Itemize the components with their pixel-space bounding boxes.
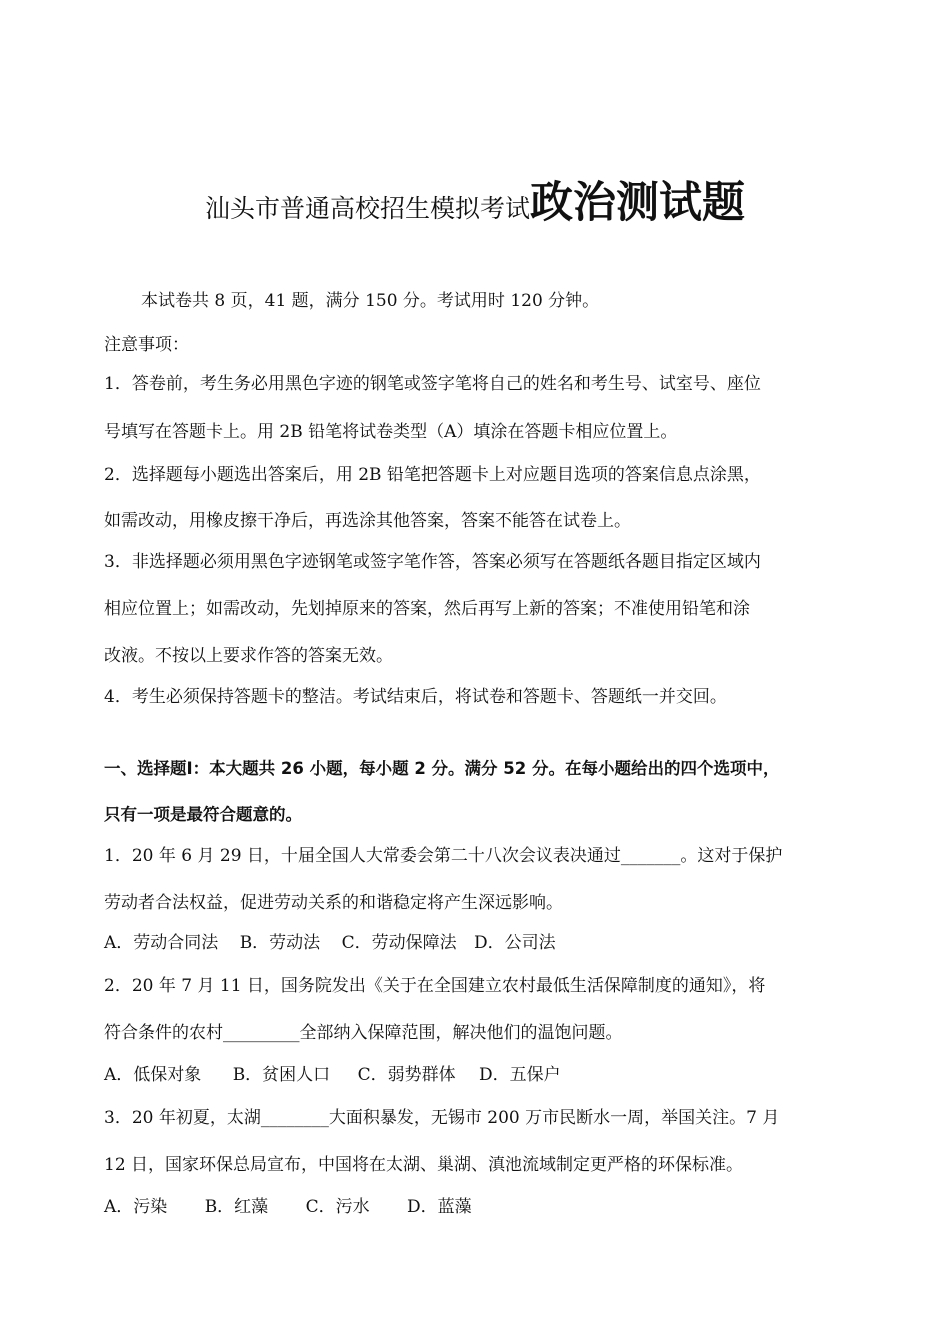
notice-line: 4．考生必须保持答题卡的整洁。考试结束后，将试卷和答题卡、答题纸一并交回。 [104, 687, 727, 707]
section-heading-cont: 只有一项是最符合题意的。 [104, 805, 302, 824]
notice-line: 3．非选择题必须用黑色字迹钢笔或签字笔作答，答案必须写在答题纸各题目指定区域内 [104, 552, 761, 572]
option-d: D．公司法 [474, 933, 556, 953]
question-3-line: 3．20 年初夏，太湖________大面积暴发，无锡市 200 万市民断水一周，举国关注。7 月 [104, 1108, 780, 1128]
option-d: D．五保户 [479, 1065, 561, 1085]
option-d: D．蓝藻 [407, 1197, 472, 1217]
question-2-line: 符合条件的农村_________全部纳入保障范围，解决他们的温饱问题。 [104, 1023, 623, 1043]
question-3-options [104, 1196, 864, 1218]
notice-line: 1．答卷前，考生务必用黑色字迹的钢笔或签字笔将自己的姓名和考生号、试室号、座位 [104, 374, 761, 394]
notice-line: 相应位置上；如需改动，先划掉原来的答案，然后再写上新的答案；不准使用铅笔和涂 [104, 599, 750, 619]
option-a: A．劳动合同法 [104, 933, 219, 953]
option-b: B．贫困人口 [232, 1065, 331, 1085]
notice-line: 改液。不按以上要求作答的答案无效。 [104, 646, 393, 666]
question-2-options [104, 1064, 864, 1086]
title-school: 汕头市普通高校招生模拟考试 [204, 194, 530, 223]
notice-line: 号填写在答题卡上。用 2B 铅笔将试卷类型（A）填涂在答题卡相应位置上。 [104, 422, 678, 442]
question-1-options [104, 932, 864, 954]
question-1-line: 1．20 年 6 月 29 日，十届全国人大常委会第二十八次会议表决通过_______。这对于保护 [104, 846, 783, 866]
option-c: C．污水 [305, 1197, 370, 1217]
intro-text: 本试卷共 8 页，41 题，满分 150 分。考试用时 120 分钟。 [141, 291, 600, 311]
question-1-line: 劳动者合法权益，促进劳动关系的和谐稳定将产生深远影响。 [104, 893, 563, 913]
section-heading: 一、选择题Ⅰ：本大题共 26 小题，每小题 2 分。满分 52 分。在每小题给出的四个选项中， [104, 759, 780, 778]
notice-line: 如需改动，用橡皮擦干净后，再选涂其他答案，答案不能答在试卷上。 [104, 511, 631, 531]
notice-heading: 注意事项： [104, 335, 189, 355]
title-subject: 政治测试题 [530, 178, 745, 228]
option-c: C．弱势群体 [357, 1065, 456, 1085]
option-a: A．低保对象 [104, 1065, 202, 1085]
option-a: A．污染 [104, 1197, 168, 1217]
question-2-line: 2．20 年 7 月 11 日，国务院发出《关于在全国建立农村最低生活保障制度的通知》，将 [104, 976, 766, 996]
notice-line: 2．选择题每小题选出答案后，用 2B 铅笔把答题卡上对应题目选项的答案信息点涂黑， [104, 465, 761, 485]
page-title [0, 168, 950, 247]
option-b: B．红藻 [204, 1197, 269, 1217]
question-3-line: 12 日，国家环保总局宣布，中国将在太湖、巢湖、滇池流域制定更严格的环保标准。 [104, 1155, 744, 1175]
option-b: B．劳动法 [239, 933, 321, 953]
option-c: C．劳动保障法 [341, 933, 457, 953]
